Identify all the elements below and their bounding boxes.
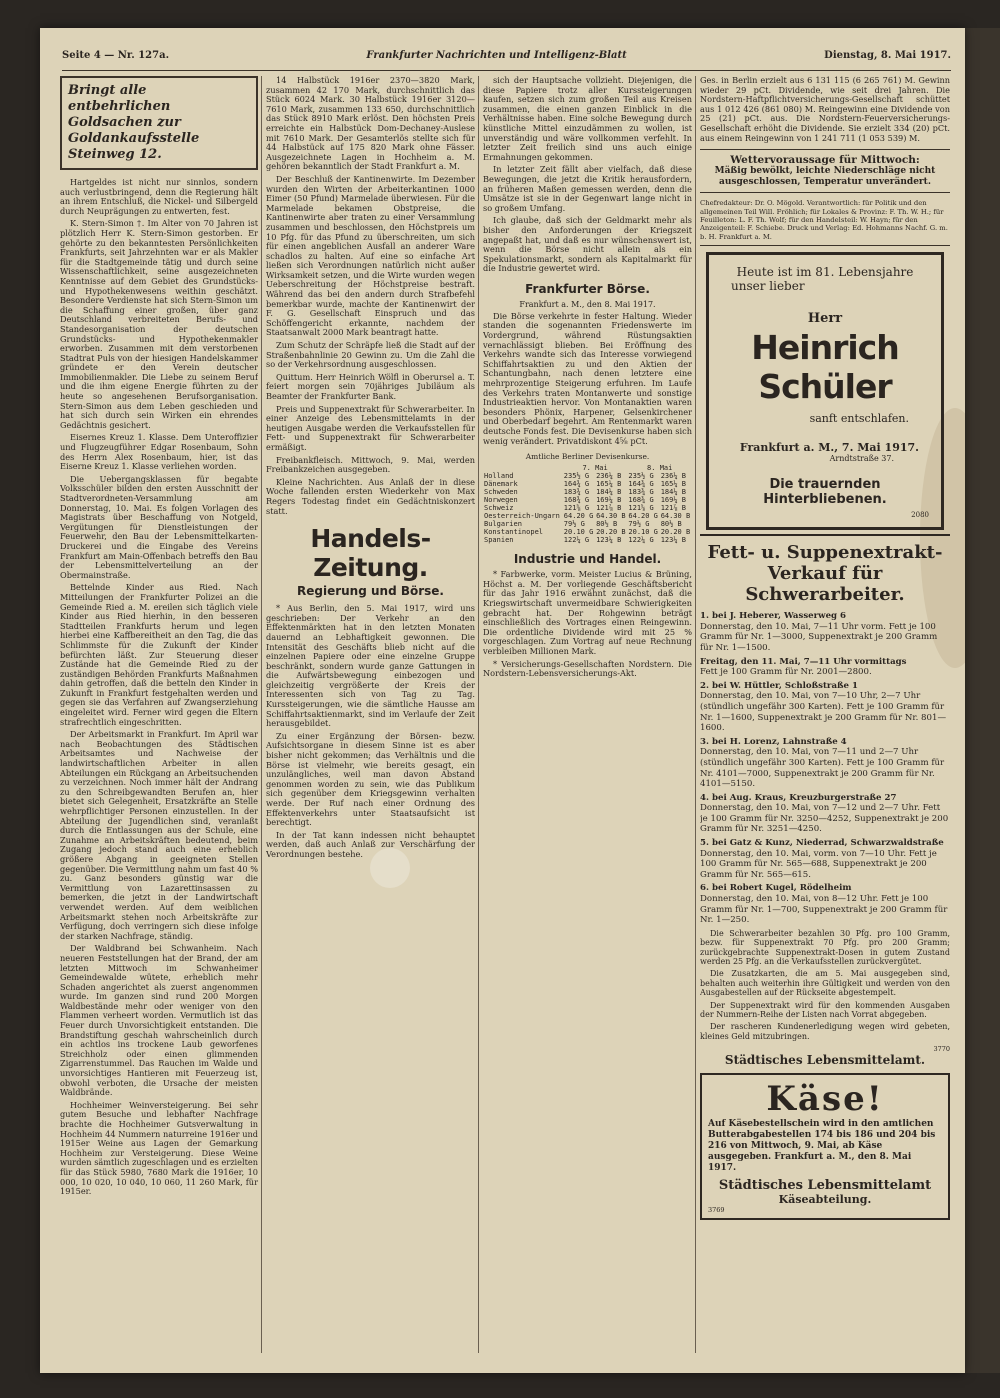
- boerse-text: [483, 312, 692, 446]
- column-1: [60, 76, 258, 1351]
- table-cell: 20.20 B: [596, 528, 626, 537]
- table-cell: 184¼ B: [660, 488, 686, 497]
- impressum: Chefredakteur: Dr. O. Mögold. Verantwortlich: für Politik und den allgemeinen Teil Will. Fröhlich; für Lokales & Provinz: F. Th. W. H.; für Feuilleton: L. F. Th. Wolf; für den Handelsteil: W. Hayn; für den Anzeigenteil: F. Schiebe. Druck und Verlag: Ed. Hohmanns Nachf. G. m. b. H. Frankfurt a. M.: [700, 199, 950, 246]
- death-notice: [706, 252, 944, 530]
- table-cell: 79½ G: [563, 520, 585, 529]
- kaese-signature: Städtisches Lebensmittelamt: [718, 1178, 932, 1194]
- death-ad-number: 2080: [911, 511, 929, 520]
- table-cell: Holland: [484, 472, 514, 481]
- list-item: [700, 657, 950, 678]
- table-cell: Dänemark: [484, 480, 518, 489]
- gold-ad-box: [60, 76, 258, 170]
- fett-note-paragraph: Der Suppenextrakt wird für den kommenden Ausgaben der Nummern-Reihe der Listen nach Vorrat abgegeben.: [700, 1000, 950, 1020]
- table-cell: 123¼ B: [660, 536, 686, 545]
- list-item-head: 4. bei Aug. Kraus, Kreuzburgerstraße 27: [700, 792, 897, 803]
- header-rule: [62, 70, 951, 71]
- table-row: [483, 536, 692, 544]
- header-newspaper-title: Frankfurter Nachrichten und Intelligenz-Blatt: [366, 50, 627, 61]
- table-cell: 165¼ B: [596, 480, 622, 489]
- col3-text-top: [483, 76, 692, 274]
- list-item-body: Donnerstag, den 10. Mai, von 8—12 Uhr. Fett je 100 Gramm für Nr. 1—700, Suppenextrakt je 200 Gramm für Nr. 1—250.: [700, 894, 948, 926]
- article-paragraph: Kleine Nachrichten. Aus Anlaß der in diese Woche fallenden ersten Wiederkehr von Max Regers Todestag findet ein Gedächtniskonzert statt.: [266, 476, 475, 516]
- table-cell: Norwegen: [484, 496, 518, 505]
- table-row: [483, 504, 692, 512]
- table-cell: Schweiz: [484, 504, 514, 513]
- weather-box: [700, 149, 950, 193]
- fett-note-paragraph: Der rascheren Kundenerledigung wegen wird gebeten, kleines Geld mitzubringen.: [700, 1022, 950, 1041]
- industrie-text: [483, 570, 692, 679]
- article-paragraph: Hartgeldes ist nicht nur sinnlos, sondern auch verlustbringend, denn die Regierung hält an ihrem Entschluß, die Nickel- und Silbergeld durch Neuprägungen zu entwerten, fest.: [60, 177, 258, 216]
- table-cell: 165¼ B: [660, 480, 686, 489]
- kaese-body: Auf Käsebestellschein wird in den amtlichen Butterabgabestellen 174 bis 186 und 204 bis 216 von Mittwoch, 9. Mai, ab Käse ausgegeben. Frankfurt a. M., den 8. Mai 1917.: [708, 1119, 936, 1174]
- table-cell: 236¼ B: [596, 472, 622, 481]
- table-cell: 123¼ B: [596, 536, 622, 545]
- article-paragraph: Ges. in Berlin erzielt aus 6 131 115 (6 265 761) M. Gewinn wieder 29 pCt. Dividende, wie seit drei Jahren. Die Nordstern-Haftpflichtversicherungs-Gesellschaft schüttet aus 1 012 426 (861 080) M. Reingewinn eine Dividende von 25 (21) pCt. aus. Die Nordstern-Feuerversicherungs-Gesellschaft erhöht die Dividende. Sie erzielt 334 (20) pCt. aus einem Reingewinn von 1 241 711 (1 053 539) M.: [700, 76, 950, 143]
- column-3: [483, 76, 692, 1351]
- list-item: [700, 611, 950, 653]
- column-divider: [478, 76, 479, 1353]
- table-row: [483, 488, 692, 496]
- article-paragraph: Die Uebergangsklassen für begabte Volksschüler bilden den ersten Ausschnitt der Stadtverordneten-Versammlung am Donnerstag, 10. Mai. Es folgen Vorlagen des Magistrats über Beschaffung von Notgeld, Vergütungen für Dienstleistungen der Feuerwehr, den Bau der Lebensmittelkarten-Druckerei und die Eingabe des Vereins Frankfurt am Main-Offenbach betreffs den Bau der Lebensmittelverteilung an der Obermainstraße.: [60, 473, 258, 580]
- fett-notes: [700, 929, 950, 1041]
- article-paragraph: Der Beschluß der Kantinenwirte. Im Dezember wurden den Wirten der Arbeiterkantinen 1000 Eimer (50 Pfund) Marmelade überwiesen. Für die Marmelade bekamen Obstpreise, die Kantinenwirte aber traten zu einer Versammlung zusammen und beschlossen, den Höchstpreis um 10 Pfg. für das Pfund zu überschreiten, um sich für einen angeblichen Ausfall an anderer Ware schadlos zu halten. Auf eine so einfache Art ließen sich Verordnungen natürlich nicht außer Wirksamkeit setzen, und die Wirte wurden wegen Ueberschreitung der Höchstpreise bestraft. Während das bei den andern durch Strafbefehl bemerkbar wurde, machte der Kantinenwirt der F. G. Gesellschaft Einspruch und das Schöffengericht erkannte, nachdem der Staatsanwalt 2000 Mark beantragt hatte.: [266, 173, 475, 338]
- table-header-row: [483, 464, 692, 472]
- kaese-department: Käseabteilung.: [778, 1193, 872, 1207]
- death-signature: Die trauernden Hinterbliebenen.: [763, 477, 887, 508]
- table-cell: 164¾ G: [563, 480, 590, 489]
- col2-text-bottom: [266, 604, 475, 859]
- article-paragraph: K. Stern-Simon †. Im Alter von 70 Jahren ist plötzlich Herr K. Stern-Simon gestorben. Er gehörte zu den bekanntesten Persönlichkeiten Frankfurts, seit Jahrzehnten war er als Makler für die Stadtgemeinde tätig und durch seine Wissenschaftlichkeit, seine ausgezeichneten Kenntnisse auf dem Gebiet des Grundstücks- und Hypothekenwesens weithin geschätzt. Besondere Verdienste hat sich Stern-Simon um die Schaffung einer großen, über ganz Deutschland verbreiteten Berufs- und Standesorganisation der deutschen Grundstücks- und Hypothekenmakler erworben. Zusammen mit dem verstorbenen Stadtrat Puls von der hiesigen Handelskammer gründete er den Verein deutscher Immobilienmakler. Die Liebe zu seinem Beruf und die ihm eigene Energie führten zu der heute so angesehenen Berufsorganisation. Stern-Simon aus dem Leben geschieden und hat sich durch sein Wirken ein ehrendes Gedächtnis gesichert.: [60, 218, 258, 430]
- table-cell: 80½ B: [660, 520, 682, 529]
- list-item-body: Fett je 100 Gramm für Nr. 2001—2800.: [700, 667, 872, 678]
- article-paragraph: In der Tat kann indessen nicht behauptet werden, daß auch Anlaß zur Verschärfung der Verordnungen bestehe.: [266, 829, 475, 859]
- col1-text: [60, 178, 258, 1197]
- header-date: Dienstag, 8. Mai 1917.: [824, 50, 951, 61]
- table-cell: 121⅞ B: [660, 504, 686, 513]
- list-item: [700, 737, 950, 790]
- article-paragraph: Quittum. Herr Heinrich Wölfl in Oberursel a. T. feiert morgen sein 70jähriges Jubiläum als Beamter der Frankfurter Bank.: [266, 371, 475, 401]
- page-header: [62, 50, 951, 66]
- industrie-title: Industrie und Handel.: [513, 552, 662, 567]
- article-paragraph: Der Arbeitsmarkt in Frankfurt. Im April war nach Beobachtungen des Städtischen Arbeitsamtes und Nachweise der landwirtschaftlichen Arbeiter in allen Abteilungen ein Rückgang an Arbeitsuchenden zu verzeichnen. Noch immer hält der Andrang zu den Schreibgewandten Berufen an, hier bietet sich Gelegenheit, Ersatzkräfte an Stelle wehrpflichtiger Personen einzustellen. In der Abteilung der Jugendlichen sind, veranlaßt durch die Entlassungen aus der Schule, eine Zunahme an Arbeitskräften bedeutend, beim Zugang jedoch stand auch eine erheblich größere Abgang in geeigneten Stellen gegenüber. Die Vermittlung nahm um fast 40 % zu. Ganz besonders günstig war die Vermittlung von Lazarettinsassen zu bemerken, die jetzt in der Landwirtschaft verwendet werden. Auf dem weiblichen Arbeitsmarkt stehen noch Arbeitskräfte zur Verfügung, doch verringern sich diese infolge der starken Nachfrage, ständig.: [60, 729, 258, 941]
- death-address: Arndtstraße 37.: [829, 454, 894, 464]
- table-cell: 169¼ B: [596, 496, 622, 505]
- fett-signature: Städtisches Lebensmittelamt.: [724, 1052, 926, 1067]
- article-paragraph: Der Waldbrand bei Schwanheim. Nach neueren Feststellungen hat der Brand, der am letzten Mittwoch im Schwanheimer Gemeindewalde wütete, erheblich mehr Schaden angerichtet als zuerst angenommen wurde. Im ganzen sind rund 200 Morgen Waldbestände mehr oder weniger von den Flammen verheert worden. Vermutlich ist das Feuer durch Unvorsichtigkeit entstanden. Die Brandstiftung geschah wahrscheinlich durch ein achtlos ins trockene Laub geworfenes Streichholz oder einen glimmenden Zigarrenstummel. Das Rauchen im Walde und unvorsichtiges Hantieren mit Feuerzeug ist, obwohl verboten, die Ursache der meisten Waldbrände.: [60, 943, 258, 1098]
- article-paragraph: * Aus Berlin, den 5. Mai 1917, wird uns geschrieben: Der Verkehr an den Effektenmärkten hat in den letzten Monaten dauernd an Lebhaftigkeit gewonnen. Die Intensität des Geschäfts blieb nicht auf die einzelnen Papiere oder eine einzelne Gruppe beschränkt, sondern wurde ganze Gattungen in die Aufwärtsbewegung einbezogen und gleichzeitig vergrößerte der Kreis der Interessenten sich von Tag zu Tag. Kurssteigerungen, wie die sämtliche Hausse am Schiffahrtsaktienmarkt, sind im Verlaufe der Zeit herausgebildet.: [266, 603, 475, 729]
- column-2: [266, 76, 475, 1351]
- article-paragraph: 14 Halbstück 1916er 2370—3820 Mark, zusammen 42 170 Mark, durchschnittlich das Stück 6024 Mark. 30 Halbstück 1916er 3120—7610 Mark, zusammen 133 650, durchschnittlich das Stück 8910 Mark erlöst. Den höchsten Preis erreichte ein Halbstück Dom-Dechaney-Auslese mit 7610 Mark. Der Gesamterlös stellte sich für 44 Halbstück auf 175 820 Mark ohne Fässer. Ausgezeichnete Lagen in Hochheim a. M. gehören bekanntlich der Stadt Frankfurt a. M.: [266, 76, 475, 172]
- table-cell: 164¾ G: [628, 480, 654, 489]
- page-edge-shadow: [965, 28, 1000, 1373]
- header-page-number: Seite 4 — Nr. 127a.: [62, 50, 170, 61]
- table-cell: 80½ B: [596, 520, 618, 529]
- death-name: Heinrich Schüler: [751, 328, 899, 407]
- table-cell: Oesterreich-Ungarn: [484, 512, 560, 521]
- table-header-cell: [483, 464, 563, 472]
- table-cell: 121⅝ G: [563, 504, 590, 513]
- table-cell: 184¼ B: [596, 488, 622, 497]
- table-cell: 64.20 G: [563, 512, 594, 521]
- table-cell: 121⅞ B: [596, 504, 622, 513]
- table-cell: 121⅝ G: [628, 504, 654, 513]
- death-place-date: Frankfurt a. M., 7. Mai 1917.: [739, 441, 919, 455]
- list-item-body: Donnerstag, den 10. Mai, vorm. von 7—10 Uhr. Fett je 100 Gramm für Nr. 565—688, Suppenextrakt je 200 Gramm für Nr. 565—615.: [700, 848, 937, 880]
- list-item: [700, 793, 950, 835]
- table-row: [483, 512, 692, 520]
- article-paragraph: Die Börse verkehrte in fester Haltung. Wieder standen die sogenannten Friedenswerte im Vordergrund, während Rüstungsaktien vernachlässigt blieben. Bei Eröffnung des Verkehrs wandte sich das Interesse vorwiegend Schiffahrtsaktien zu und den Aktien der Schantungbahn, nach denen letztere eine mehrprozentige Steigerung erfuhren. Im Laufe des Verkehrs traten Montanwerte und sonstige Industrieaktien hervor. Von Montanaktien waren besonders Phönix, Harpener, Gelsenkirchener und Oberbedarf begehrt. Am Rentenmarkt waren deutsche Fonds fest. Die Devisenkurse haben sich wenig verändert. Privatdiskont 4⅝ pCt.: [483, 310, 692, 446]
- table-row: [483, 520, 692, 528]
- table-cell: 235½ G: [628, 472, 654, 481]
- fett-verkauf-list: [700, 611, 950, 1065]
- article-paragraph: Freibankfleisch. Mittwoch, 9. Mai, werden Freibankzeichen ausgegeben.: [266, 454, 475, 475]
- list-item-body: Donnerstag, den 10. Mai, von 7—10 Uhr, 2—7 Uhr (stündlich ungefähr 300 Karten). Fett je 100 Gramm für Nr. 1—1600, Suppenextrakt je 200 Gramm für Nr. 801—1600.: [700, 691, 947, 734]
- list-item-head: Freitag, den 11. Mai, 7—11 Uhr vormittags: [700, 656, 907, 667]
- devisen-table: [483, 464, 692, 544]
- table-cell: 20.10 G: [628, 528, 658, 537]
- list-item: [700, 838, 950, 880]
- kaese-title: Käse!: [766, 1079, 884, 1120]
- table-cell: Konstantinopel: [484, 528, 544, 537]
- list-item-body: Donnerstag, den 10. Mai, von 7—12 und 2—7 Uhr. Fett je 100 Gramm für Nr. 3250—4252, Suppenextrakt je 200 Gramm für Nr. 3251—4250.: [700, 803, 949, 835]
- list-item-head: 6. bei Robert Kugel, Rödelheim: [700, 883, 852, 894]
- list-item-body: Donnerstag, den 10. Mai, 7—11 Uhr vorm. Fett je 100 Gramm für Nr. 1—3000, Suppenextrakt je 200 Gramm für Nr. 1—1500.: [700, 621, 938, 653]
- table-cell: 79½ G: [628, 520, 650, 529]
- devisen-table-caption: Amtliche Berliner Devisenkurse.: [525, 452, 650, 462]
- article-paragraph: Zum Schutz der Schräpfe ließ die Stadt auf der Straßenbahnlinie 20 Gewinn zu. Um die Zahl die so der Verkehrsordnung ausgeschlossen.: [266, 340, 475, 370]
- column-divider: [261, 76, 262, 1353]
- article-paragraph: * Farbwerke, vorm. Meister Lucius & Brüning, Höchst a. M. Der vorliegende Geschäftsbericht für das Jahr 1916 erwähnt zunächst, daß die Kriegswirtschaft unvermeidbare Schwierigkeiten gebracht hat. Der Rohgewinn beträgt einschließlich des Vortrages einen Reingewinn. Die ordentliche Dividende wird mit 25 % vorgeschlagen. Zum Vortrag auf neue Rechnung verbleiben Millionen Mark.: [483, 569, 692, 656]
- handels-zeitung-subtitle: Regierung und Börse.: [297, 584, 444, 599]
- table-row: [483, 528, 692, 536]
- weather-body: Mäßig bewölkt, leichte Niederschläge nicht ausgeschlossen, Temperatur unverändert.: [714, 166, 936, 188]
- table-cell: 183¾ G: [628, 488, 654, 497]
- list-item-head: 3. bei H. Lorenz, Lahnstraße 4: [700, 736, 847, 747]
- table-cell: 20.20 B: [660, 528, 691, 537]
- table-cell: 122¼ G: [563, 536, 590, 545]
- table-header-cell: 8. Mai: [647, 464, 673, 473]
- col2-text-top: [266, 76, 475, 516]
- article-paragraph: In letzter Zeit fällt aber vielfach, daß diese Bewegungen, die jetzt die Kritik herausfordern, an früheren Maßen gemessen werden, denn die Umsätze ist sie in der Gegenwart lange nicht in so großem Umfang.: [483, 164, 692, 213]
- article-paragraph: * Versicherungs-Gesellschaften Nordstern. Die Nordstern-Lebensversicherungs-Akt.: [483, 658, 692, 679]
- table-cell: Spanien: [484, 536, 514, 545]
- list-item-body: Donnerstag, den 10. Mai, von 7—11 und 2—7 Uhr (stündlich ungefähr 300 Karten). Fett je 100 Gramm für Nr. 4101—7000, Suppenextrakt je 200 Gramm für Nr. 4101—5150.: [700, 747, 945, 790]
- death-herr: Herr: [807, 311, 843, 327]
- table-cell: 183¾ G: [563, 488, 590, 497]
- article-paragraph: Ich glaube, daß sich der Geldmarkt mehr als bisher den Anforderungen der Kriegszeit angepaßt hat, und daß es nur wünschenswert ist, wenn die Börse nicht allein als ein Spekulationsmarkt, sondern als Kapitalmarkt für die Industrie gewertet wird.: [483, 215, 692, 274]
- table-cell: 236¼ B: [660, 472, 686, 481]
- kaese-ad: [700, 1073, 950, 1220]
- article-paragraph: Hochheimer Weinversteigerung. Bei sehr gutem Besuche und lebhafter Nachfrage brachte die Hochheimer Gutsverwaltung in Hochheim 44 Nummern naturreine 1916er und 1915er Weine aus Lagen der Gemarkung Hochheim zur Versteigerung. Diese Weine wurden sämtlich zugeschlagen und es erzielten für das Stück 5980, 7680 Mark die 1916er, 10 000, 10 020, 10 040, 10 060, 11 260 Mark, für 1915er.: [60, 1099, 258, 1197]
- kaese-ad-number: 3769: [708, 1206, 725, 1215]
- list-item-head: 5. bei Gatz & Kunz, Niederrad, Schwarzwaldstraße: [700, 838, 944, 849]
- col4-top-text: [700, 76, 950, 143]
- column-divider: [695, 76, 696, 1353]
- article-paragraph: sich der Hauptsache vollzieht. Diejenigen, die diese Papiere trotz aller Kurssteigerungen kaufen, setzen sich zum großen Teil aus Kreisen zusammen, die einen ganzen Einblick in die Verhältnisse haben. Eine solche Bewegung durch künstliche Mittel einzudämmen zu wollen, ist unverständig und wäre vollkommen verfehlt. In letzter Zeit freilich sind uns auch einige Ermahnungen gekommen.: [483, 76, 692, 162]
- table-cell: 64.30 B: [596, 512, 626, 521]
- table-cell: 235½ G: [563, 472, 590, 481]
- table-header-cell: 7. Mai: [582, 464, 608, 473]
- weather-title: Wettervoraussage für Mittwoch:: [730, 154, 920, 167]
- table-row: [483, 496, 692, 504]
- fett-verkauf-title: Fett- u. Suppenextrakt-Verkauf für Schwerarbeiter.: [700, 534, 950, 605]
- table-cell: 20.10 G: [563, 528, 594, 537]
- fett-note-paragraph: Die Zusatzkarten, die am 5. Mai ausgegeben sind, behalten auch weiterhin ihre Gültigkeit und werden von den Ausgabestellen auf der Rückseite abgestempelt.: [700, 969, 950, 998]
- handels-zeitung-title: Handels-Zeitung.: [310, 524, 431, 583]
- table-cell: 64.20 G: [628, 512, 658, 521]
- list-item: [700, 681, 950, 734]
- table-cell: Bulgarien: [484, 520, 522, 529]
- article-paragraph: Zu einer Ergänzung der Börsen- bezw. Aufsichtsorgane in diesem Sinne ist es aber bisher nicht gekommen; das Verhältnis und die Börse ist vielmehr, wie bereits gesagt, ein unzulängliches, weil man davon Abstand genommen worden zu sein, wie das Publikum sich gegenüber dem Kriegsgewinn verhalten werde. Der Ruf nach einer Ordnung des Effektenverkehrs unter Staatsaufsicht ist berechtigt.: [266, 730, 475, 828]
- list-item-head: 1. bei J. Heberer, Wasserweg 6: [700, 611, 847, 622]
- table-cell: 64.30 B: [660, 512, 691, 521]
- table-cell: 168¾ G: [628, 496, 654, 505]
- list-item-head: 2. bei W. Hüttler, Schloßstraße 1: [700, 680, 859, 691]
- article-paragraph: Preis und Suppenextrakt für Schwerarbeiter. In einer Anzeige des Lebensmittelamts in der heutigen Ausgabe werden die Verkaufsstellen für Fett- und Suppenextrakt für Schwerarbeiter ermäßigt.: [266, 403, 475, 452]
- fett-ad-number: 3770: [933, 1045, 950, 1054]
- table-cell: Schweden: [484, 488, 518, 497]
- column-4: [700, 76, 950, 1361]
- article-paragraph: Bettelnde Kinder aus Ried. Nach Mitteilungen der Frankfurter Polizei an die Gemeinde Ried a. M. ereilen sich täglich viele Kinder aus Ried hierhin, in den besseren Stadtteilen Frankfurts herum und legen hierbei eine Kaffbereitheit an den Tag, die das Schlimmste für die Zukunft der Kinder befürchten läßt. Zur Steuerung dieser Zustände hat die Gemeinde Ried zu der zuständigen Behörden Frankfurts Maßnahmen dahin getroffen, daß die betteln den Kinder in Zukunft in Frankfurt festgehalten werden und gegen sie das Verfahren auf Zwangserziehung eingeleitet wird. Ferner wird gegen die Eltern strafrechtlich eingeschritten.: [60, 582, 258, 727]
- death-line-1: Heute ist im 81. Lebensjahre: [736, 265, 914, 280]
- death-line-2: unser lieber: [731, 279, 805, 294]
- newspaper-page: [40, 28, 965, 1373]
- table-row: [483, 480, 692, 488]
- table-row: [483, 472, 692, 480]
- death-sanft: sanft entschlafen.: [809, 412, 909, 426]
- table-cell: 168¾ G: [563, 496, 590, 505]
- list-item: [700, 883, 950, 925]
- table-cell: 169¼ B: [660, 496, 686, 505]
- boerse-date: Frankfurt a. M., den 8. Mai 1917.: [519, 299, 656, 309]
- boerse-title: Frankfurter Börse.: [525, 281, 650, 296]
- table-cell: 122¼ G: [628, 536, 654, 545]
- article-paragraph: Eisernes Kreuz 1. Klasse. Dem Unteroffizier und Flugzeugführer Edgar Rosenbaum, Sohn des Herrn Alex Rosenbaum, hier, ist das Eiserne Kreuz 1. Klasse verliehen worden.: [60, 432, 258, 472]
- gold-ad-text: Bringt alle entbehrlichen Goldsachen zur Goldankaufsstelle Steinweg 12.: [68, 83, 200, 162]
- fett-note-paragraph: Die Schwerarbeiter bezahlen 30 Pfg. pro 100 Gramm, bezw. für Suppenextrakt 70 Pfg. pro 200 Gramm; zurückgebrachte Suppenextrakt-Dosen in gutem Zustand werden 25 Pfg. an die Verkaufsstellen zurückvergütet.: [700, 928, 950, 967]
